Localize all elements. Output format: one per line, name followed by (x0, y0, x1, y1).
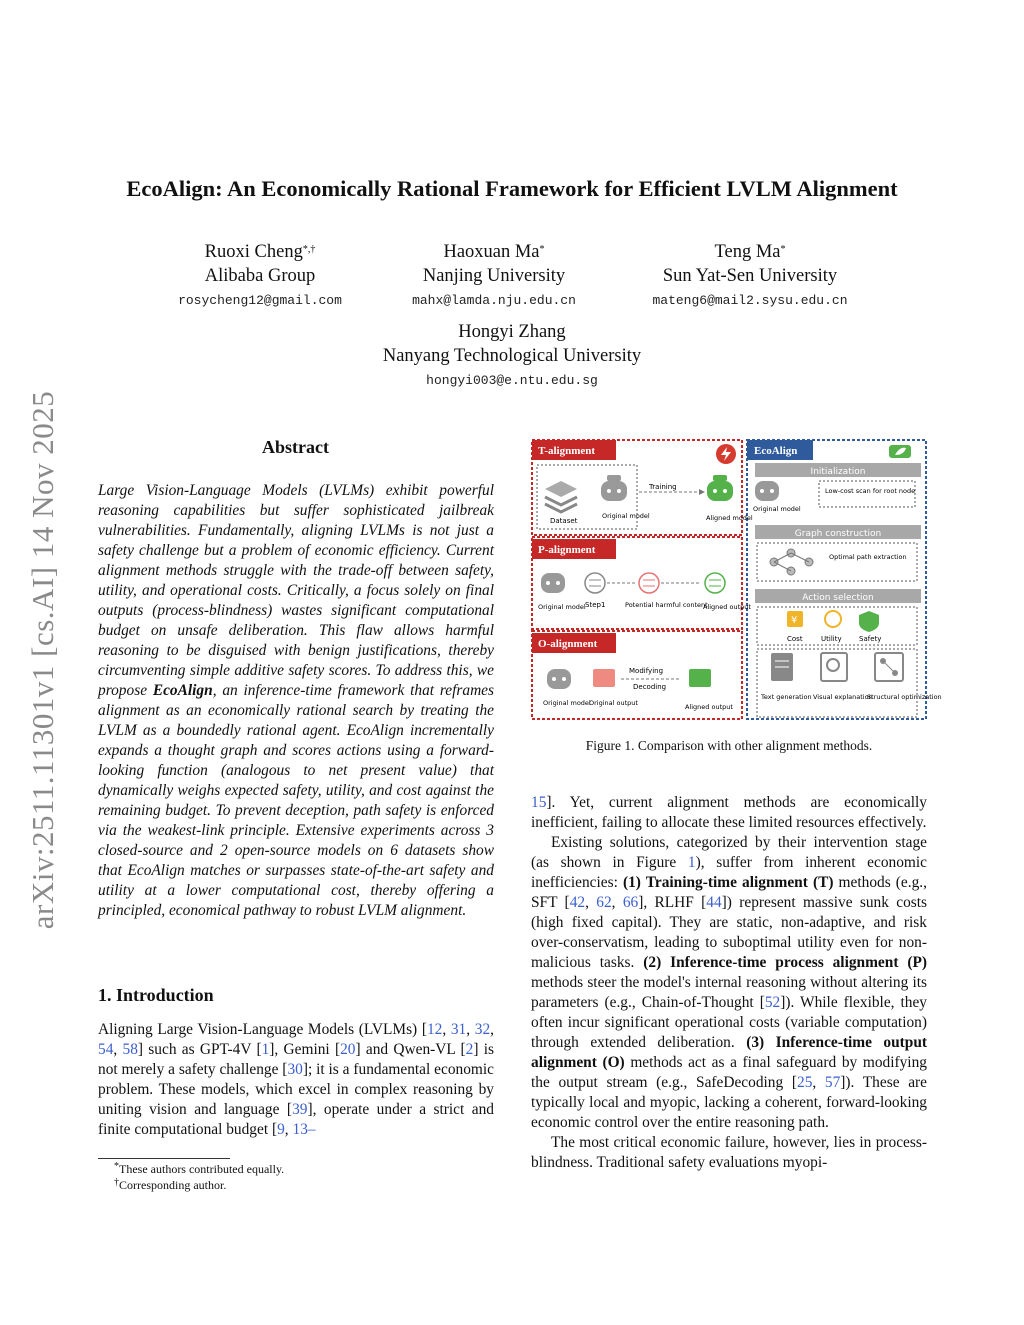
citation-link[interactable]: 39 (292, 1101, 308, 1118)
text-doc-icon (771, 653, 793, 681)
author-mark: *,† (302, 244, 316, 255)
footnote-2: †Corresponding author. (114, 1177, 227, 1192)
paragraph: The most critical economic failure, however, lies in process-blindness. Traditional safety evaluations myopi- (531, 1134, 927, 1171)
p-original-model-text: Original model (538, 603, 586, 611)
t-alignment-label: T-alignment (538, 445, 596, 457)
o-original-model-text: Original model (543, 699, 591, 707)
modifying-text: Modifying (629, 667, 664, 675)
training-text: Training (649, 483, 677, 491)
arxiv-stamp: arXiv:2511.11301v1 [cs.AI] 14 Nov 2025 (25, 390, 60, 930)
original-output-icon (593, 669, 615, 687)
author-block-4 (362, 320, 662, 390)
citation-link[interactable]: 30 (287, 1061, 303, 1078)
aligned-model-text: Aligned model (706, 514, 753, 522)
paper-title: EcoAlign: An Economically Rational Framework for Efficient LVLM Alignment (126, 176, 898, 201)
original-model-text: Original model (602, 512, 650, 520)
abstract-text-2: , an inference-time framework that reframes alignment as an economically rational search by treating the LVLM as a boundedly rational agent. EcoAlign incrementally expands a thought graph and scores actions using a forward-looking function (analogous to net present value) that dynamically weighs expected safety, utility, and cost against the remaining budget. To prevent deception, path safety is enforced via the weakest-link principle. Extensive experiments across 3 closed-source and 2 open-source models on 6 datasets show that EcoAlign matches or surpasses state-of-the-art safety and utility at a lower computational cost, thereby offering a principled, economical pathway to robust LVLM alignment. (98, 682, 495, 919)
author-affiliation: Nanjing University (422, 266, 566, 286)
optimal-path-text: Optimal path extraction (829, 553, 907, 561)
footnotes (98, 1161, 494, 1193)
intro-text: ] such as GPT-4V [ (137, 1041, 262, 1058)
intro-text: ] is not merely a safety challenge [ (98, 1041, 494, 1078)
cost-text: Cost (787, 635, 803, 643)
intro-text: ], Gemini [ (269, 1041, 341, 1058)
author-email[interactable]: mateng6@mail2.sysu.edu.cn (652, 293, 848, 308)
abstract-text: Large Vision-Language Models (LVLMs) exhibit powerful reasoning capabilities but suffer sophisticated jailbreak vulnerabilities. Fundamentally, aligning LVLMs is not just a safety challenge but a problem of economic efficiency. Current alignment methods struggle with the trade-off between safety, utility, and operational costs. Critically, a focus solely on final outputs (process-blindness) wastes significant computational budget on unsafe deliberation. This flaw allows harmful reasoning to be disguised with benign justifications, thereby circumventing simple additive safety scores. To address this, we propose (98, 482, 494, 699)
utility-icon (825, 611, 841, 627)
original-output-text: Original output (589, 699, 638, 707)
p-aligned-output-text: Aligned output (703, 603, 751, 611)
aligned-step-icon (705, 573, 725, 593)
right-column-text (531, 793, 927, 1173)
structure-icon (875, 653, 903, 681)
potential-harmful-text: Potential harmful content (625, 601, 708, 609)
citation-link[interactable]: 20 (340, 1041, 356, 1058)
ecoalign-label: EcoAlign (754, 445, 798, 457)
citation-link[interactable]: 44 (706, 894, 722, 911)
step-icon (585, 573, 605, 593)
paragraph: 15]. Yet, current alignment methods are economically inefficient, failing to allocate these limited resources effectively. (531, 794, 927, 831)
author-email[interactable]: hongyi003@e.ntu.edu.sg (426, 373, 598, 388)
citation-link[interactable]: 57 (824, 1074, 841, 1091)
action-selection-text: Action selection (802, 593, 874, 603)
citation-link[interactable]: 15 (531, 794, 547, 811)
graph-construction-text: Graph construction (794, 529, 882, 539)
structural-optimization-text: Structural optimization (867, 693, 942, 701)
svg-text:¥: ¥ (791, 615, 798, 626)
author-affiliation: Sun Yat-Sen University (662, 266, 838, 286)
section-heading-introduction: 1. Introduction (98, 985, 214, 1005)
abstract-body (98, 481, 494, 921)
figure-caption: Figure 1. Comparison with other alignment methods. (585, 738, 873, 753)
author-email[interactable]: rosycheng12@gmail.com (178, 293, 342, 308)
citation-link[interactable]: 12 (426, 1021, 443, 1038)
author-block-2 (384, 240, 604, 310)
author-name: Hongyi Zhang (458, 322, 566, 342)
utility-text: Utility (821, 635, 842, 643)
abstract-heading: Abstract (262, 437, 329, 457)
citation-link[interactable]: 52 (764, 994, 781, 1011)
safety-text: Safety (859, 635, 882, 643)
harmful-step-icon (639, 573, 659, 593)
low-cost-text: Low-cost scan for root node (825, 487, 916, 495)
o-aligned-output-text: Aligned output (685, 703, 733, 711)
citation-link[interactable]: 25 (797, 1074, 813, 1091)
aligned-output-icon (689, 669, 711, 687)
author-name: Haoxuan Ma (443, 242, 540, 262)
visual-icon (821, 653, 847, 681)
robot-icon (601, 475, 627, 501)
dataset-text: Dataset (550, 517, 578, 525)
robot-icon (541, 573, 565, 593)
author-email[interactable]: mahx@lamda.nju.edu.cn (412, 293, 576, 308)
text-generation-text: Text generation (761, 693, 812, 701)
robot-icon (547, 669, 571, 689)
citation-link[interactable]: 54 (98, 1041, 114, 1058)
citation-link[interactable]: 32 (474, 1021, 491, 1038)
shield-icon (859, 611, 879, 632)
p-alignment-label: P-alignment (538, 544, 596, 556)
figure-link[interactable]: 1 (687, 854, 696, 871)
citation-link[interactable]: 13– (292, 1121, 316, 1138)
abstract-method-name: EcoAlign (152, 682, 213, 699)
citation-link[interactable]: 31 (450, 1021, 467, 1038)
citation-link[interactable]: 58 (122, 1041, 138, 1058)
citation-link[interactable]: 66 (622, 894, 639, 911)
author-name: Ruoxi Cheng (204, 242, 303, 262)
decoding-text: Decoding (633, 683, 667, 691)
initialization-text: Initialization (810, 467, 866, 477)
aligned-robot-icon (707, 475, 733, 501)
visual-explanation-text: Visual explanation (813, 693, 873, 701)
o-alignment-label: O-alignment (538, 638, 598, 650)
footnote-rule (98, 1158, 230, 1159)
citation-link[interactable]: 62 (596, 894, 612, 911)
author-mark: * (780, 244, 786, 255)
author-block-3 (630, 240, 870, 310)
figure-1 (529, 437, 942, 722)
citation-link[interactable]: 1 (261, 1041, 270, 1058)
intro-paragraph: Aligning Large Vision-Language Models (LVLMs) [12, 31, 32, 54, 58] such as GPT-4V [1], Gemini [20] and Qwen-VL [2] is not merely a safety challenge [30]; it is a fundamental economic problem. These models, which excel in complex reasoning by uniting vision and language [39], operate under a strict and finite computational budget [9, 13– (98, 1021, 494, 1138)
author-block-1 (150, 240, 370, 310)
citation-link[interactable]: 9 (277, 1121, 285, 1138)
paragraph: Existing solutions, categorized by their intervention stage (as shown in Figure 1), suffer from inherent economic inefficiencies: (1) Training-time alignment (T) methods (e.g., SFT [42, 62, 66], RLHF [44]) represent massive sunk costs (high fixed capital). They are static, non-adaptive, and risk over-conservatism, leading to suboptimal utility even for non-malicious tasks. (2) Inference-time process alignment (P) methods steer the model's internal reasoning without altering its parameters (e.g., Chain-of-Thought [52]). While flexible, they often incur significant operational costs (variable computation) through extended deliberation. (3) Inference-time output alignment (O) methods act as a final safeguard by modifying the output stream (e.g., SafeDecoding [25, 57]). These are typically local and myopic, lacking a coherent, forward-looking economic control over the entire reasoning path. (531, 834, 928, 1131)
intro-text: ] and Qwen-VL [ (355, 1041, 466, 1058)
author-affiliation: Nanyang Technological University (382, 346, 642, 366)
intro-text: ], operate under a strict and finite computational budget [ (98, 1101, 494, 1138)
eco-robot-icon (755, 481, 779, 501)
footnote-1: *These authors contributed equally. (114, 1161, 285, 1176)
step1-text: Step1 (585, 601, 606, 609)
eco-original-model-text: Original model (753, 505, 801, 513)
author-affiliation: Alibaba Group (204, 266, 316, 286)
intro-text: Aligning Large Vision-Language Models (LVLMs) [ (98, 1021, 427, 1038)
intro-text: ]; it is a fundamental economic problem. These models, which excel in complex reasoning by uniting vision and language [ (98, 1061, 494, 1118)
author-name: Teng Ma (714, 242, 781, 262)
citation-link[interactable]: 2 (465, 1041, 474, 1058)
citation-link[interactable]: 42 (569, 894, 586, 911)
graph-icon (770, 549, 813, 575)
author-mark: * (539, 244, 545, 255)
dataset-icon (545, 481, 577, 512)
